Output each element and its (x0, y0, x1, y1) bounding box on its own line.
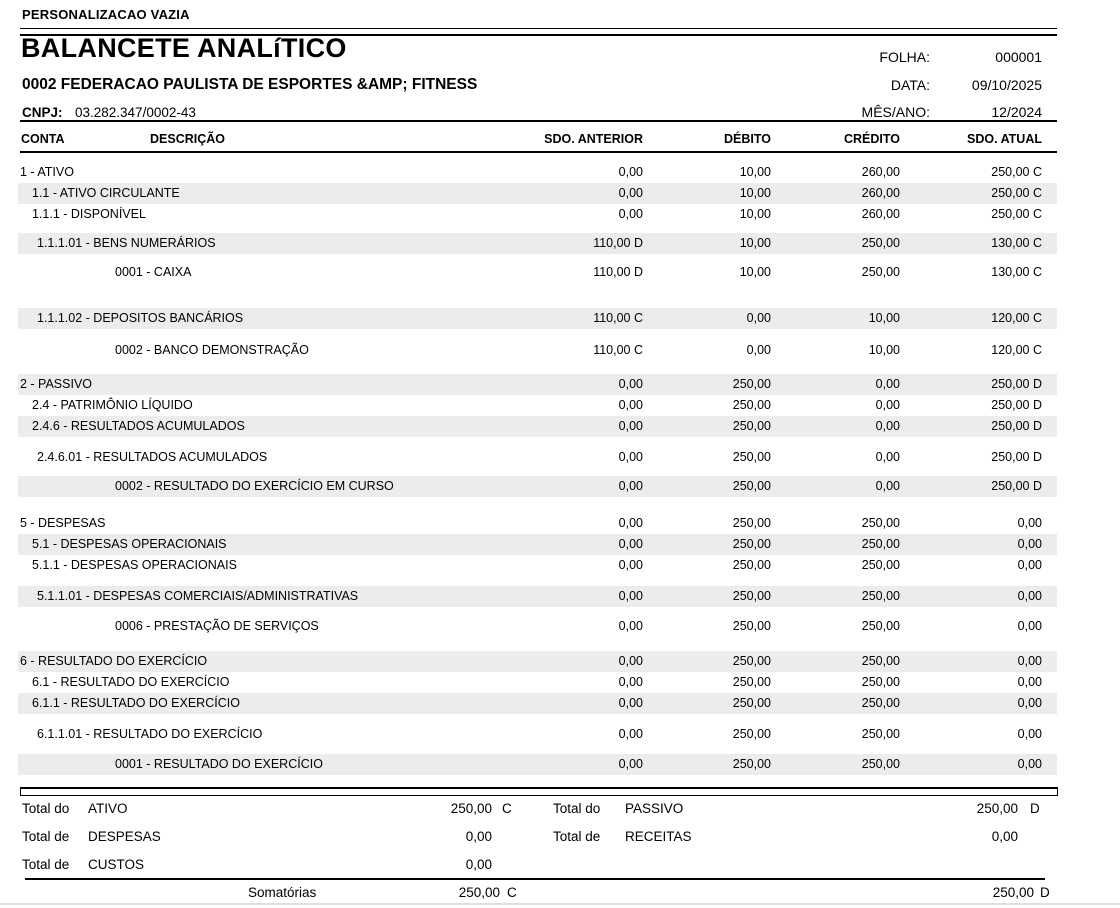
debito-value: 10,00 (739, 186, 771, 200)
totals-row-3 (0, 856, 1120, 873)
credito-value: 0,00 (875, 398, 900, 412)
table-row (0, 395, 1120, 416)
divider-above-somatorias (25, 878, 1045, 880)
credito-value: 260,00 (861, 207, 900, 221)
table-row (0, 555, 1120, 576)
header-sdo-anterior: SDO. ANTERIOR (544, 132, 643, 146)
sdo-anterior-value: 0,00 (618, 419, 643, 433)
sdo-atual-value: 250,00 D (991, 419, 1042, 433)
data-label: DATA: (890, 77, 930, 93)
somatorias-right-value: 250,00 (992, 885, 1034, 900)
sdo-anterior-value: 0,00 (618, 619, 643, 633)
account-label: 1 - ATIVO (20, 165, 74, 179)
debito-value: 250,00 (732, 537, 771, 551)
total-prefix: Total de (22, 829, 70, 844)
total-prefix: Total do (553, 801, 601, 816)
sdo-anterior-value: 0,00 (618, 654, 643, 668)
sdo-anterior-value: 0,00 (618, 377, 643, 391)
header-sdo-atual: SDO. ATUAL (967, 132, 1042, 146)
sdo-atual-value: 0,00 (1017, 619, 1042, 633)
somatorias-label: Somatórias (248, 885, 317, 900)
sdo-atual-value: 120,00 C (991, 311, 1042, 325)
debito-value: 10,00 (739, 165, 771, 179)
table-row (0, 586, 1120, 607)
sdo-atual-value: 250,00 D (991, 479, 1042, 493)
account-label: 5.1 - DESPESAS OPERACIONAIS (32, 537, 227, 551)
debito-value: 10,00 (739, 236, 771, 250)
somatorias-left-value: 250,00 (458, 885, 500, 900)
account-label: 0001 - RESULTADO DO EXERCÍCIO (115, 757, 323, 771)
mes-ano-label: MÊS/ANO: (861, 104, 930, 120)
table-row (0, 340, 1120, 361)
credito-value: 250,00 (861, 727, 900, 741)
credito-value: 250,00 (861, 558, 900, 572)
total-name: CUSTOS (88, 857, 145, 872)
credito-value: 0,00 (875, 419, 900, 433)
debito-value: 250,00 (732, 419, 771, 433)
sdo-atual-value: 0,00 (1017, 727, 1042, 741)
sdo-anterior-value: 0,00 (618, 675, 643, 689)
account-label: 0001 - CAIXA (115, 265, 192, 279)
account-label: 1.1.1.01 - BENS NUMERÁRIOS (37, 236, 216, 250)
debito-value: 250,00 (732, 479, 771, 493)
total-prefix: Total do (22, 801, 70, 816)
table-row (0, 374, 1120, 395)
somatorias-right-suffix: D (1040, 885, 1050, 900)
mes-ano-value: 12/2024 (991, 104, 1042, 120)
sdo-anterior-value: 0,00 (618, 516, 643, 530)
sdo-atual-value: 0,00 (1017, 757, 1042, 771)
credito-value: 250,00 (861, 265, 900, 279)
cnpj-value: 03.282.347/0002-43 (75, 105, 196, 120)
folha-label: FOLHA: (879, 49, 930, 65)
sdo-atual-value: 250,00 C (991, 186, 1042, 200)
account-label: 6.1 - RESULTADO DO EXERCÍCIO (32, 675, 230, 689)
sdo-atual-value: 120,00 C (991, 343, 1042, 357)
debito-value: 10,00 (739, 207, 771, 221)
credito-value: 260,00 (861, 186, 900, 200)
sdo-anterior-value: 0,00 (618, 186, 643, 200)
sdo-atual-value: 0,00 (1017, 537, 1042, 551)
sdo-atual-value: 250,00 C (991, 207, 1042, 221)
sdo-anterior-value: 110,00 D (593, 265, 643, 279)
total-value: 0,00 (465, 857, 492, 872)
total-name: PASSIVO (625, 801, 684, 816)
total-suffix: D (1030, 801, 1040, 816)
table-row (0, 447, 1120, 468)
row-shade-band (18, 374, 1057, 395)
account-label: 2.4.6.01 - RESULTADOS ACUMULADOS (37, 450, 268, 464)
debito-value: 250,00 (732, 654, 771, 668)
table-row (0, 162, 1120, 183)
table-row (0, 233, 1120, 254)
sdo-atual-value: 250,00 C (991, 165, 1042, 179)
sdo-anterior-value: 0,00 (618, 479, 643, 493)
table-row (0, 693, 1120, 714)
credito-value: 250,00 (861, 675, 900, 689)
sdo-atual-value: 250,00 D (991, 377, 1042, 391)
credito-value: 0,00 (875, 377, 900, 391)
header-descricao: DESCRIÇÃO (150, 132, 226, 146)
account-label: 5.1.1 - DESPESAS OPERACIONAIS (32, 558, 237, 572)
account-label: 0002 - RESULTADO DO EXERCÍCIO EM CURSO (115, 479, 394, 493)
table-row (0, 754, 1120, 775)
total-prefix: Total de (22, 857, 70, 872)
account-label: 6.1.1.01 - RESULTADO DO EXERCÍCIO (37, 727, 263, 741)
sdo-anterior-value: 0,00 (618, 558, 643, 572)
total-value: 250,00 (450, 801, 492, 816)
divider-below-headers (20, 151, 1057, 153)
credito-value: 250,00 (861, 236, 900, 250)
debito-value: 250,00 (732, 516, 771, 530)
debito-value: 0,00 (746, 311, 771, 325)
table-row (0, 183, 1120, 204)
sdo-atual-value: 250,00 D (991, 398, 1042, 412)
account-rows (0, 162, 1120, 775)
header-debito: DÉBITO (724, 132, 771, 146)
table-row (0, 672, 1120, 693)
credito-value: 250,00 (861, 516, 900, 530)
sdo-anterior-value: 0,00 (618, 696, 643, 710)
account-label: 2 - PASSIVO (20, 377, 93, 391)
credito-value: 250,00 (861, 696, 900, 710)
sdo-anterior-value: 0,00 (618, 398, 643, 412)
table-row (0, 534, 1120, 555)
sdo-atual-value: 0,00 (1017, 589, 1042, 603)
account-label: 1.1.1.02 - DEPOSITOS BANCÁRIOS (37, 311, 244, 325)
account-label: 5 - DESPESAS (20, 516, 106, 530)
debito-value: 250,00 (732, 757, 771, 771)
cnpj-label: CNPJ: (22, 105, 63, 120)
account-label: 5.1.1.01 - DESPESAS COMERCIAIS/ADMINISTRATIVAS (37, 589, 359, 603)
total-value: 250,00 (976, 801, 1018, 816)
sdo-atual-value: 0,00 (1017, 675, 1042, 689)
sdo-anterior-value: 0,00 (618, 207, 643, 221)
somatorias-left-suffix: C (507, 885, 517, 900)
table-row (0, 308, 1120, 329)
sdo-atual-value: 0,00 (1017, 696, 1042, 710)
table-row (0, 416, 1120, 437)
sdo-anterior-value: 110,00 C (593, 311, 643, 325)
credito-value: 10,00 (868, 311, 900, 325)
total-value: 0,00 (465, 829, 492, 844)
header-credito: CRÉDITO (843, 132, 900, 146)
account-label: 1.1 - ATIVO CIRCULANTE (32, 186, 180, 200)
debito-value: 250,00 (732, 377, 771, 391)
table-row (0, 651, 1120, 672)
divider-above-headers (20, 120, 1057, 122)
sdo-atual-value: 130,00 C (991, 265, 1042, 279)
debito-value: 250,00 (732, 450, 771, 464)
sdo-atual-value: 250,00 D (991, 450, 1042, 464)
company-name: 0002 FEDERACAO PAULISTA DE ESPORTES &AMP; FITNESS (22, 76, 478, 93)
total-name: RECEITAS (625, 829, 692, 844)
customization-title: PERSONALIZACAO VAZIA (22, 7, 190, 22)
data-value: 09/10/2025 (971, 77, 1042, 93)
total-name: DESPESAS (88, 829, 161, 844)
account-label: 0006 - PRESTAÇÃO DE SERVIÇOS (115, 619, 319, 633)
total-value: 0,00 (991, 829, 1018, 844)
somatorias-row (0, 884, 1120, 901)
credito-value: 260,00 (861, 165, 900, 179)
totals-double-rule (20, 787, 1058, 796)
account-label: 0002 - BANCO DEMONSTRAÇÃO (115, 343, 309, 357)
debito-value: 250,00 (732, 589, 771, 603)
total-name: ATIVO (88, 801, 128, 816)
debito-value: 250,00 (732, 398, 771, 412)
sdo-anterior-value: 0,00 (618, 757, 643, 771)
folha-value: 000001 (995, 49, 1042, 65)
account-label: 2.4.6 - RESULTADOS ACUMULADOS (32, 419, 245, 433)
account-label: 2.4 - PATRIMÔNIO LÍQUIDO (32, 398, 193, 412)
table-row (0, 513, 1120, 534)
sdo-anterior-value: 0,00 (618, 589, 643, 603)
credito-value: 10,00 (868, 343, 900, 357)
window-bottom-edge (0, 903, 1120, 905)
account-label: 1.1.1 - DISPONÍVEL (32, 207, 146, 221)
debito-value: 250,00 (732, 675, 771, 689)
credito-value: 250,00 (861, 654, 900, 668)
sdo-anterior-value: 0,00 (618, 450, 643, 464)
credito-value: 250,00 (861, 537, 900, 551)
account-label: 6.1.1 - RESULTADO DO EXERCÍCIO (32, 696, 240, 710)
debito-value: 250,00 (732, 696, 771, 710)
table-row (0, 476, 1120, 497)
total-suffix: C (502, 801, 512, 816)
totals-row-2 (0, 828, 1120, 845)
header-conta: CONTA (21, 132, 65, 146)
sdo-anterior-value: 110,00 C (593, 343, 643, 357)
debito-value: 0,00 (746, 343, 771, 357)
credito-value: 250,00 (861, 619, 900, 633)
sdo-atual-value: 0,00 (1017, 558, 1042, 572)
total-prefix: Total de (553, 829, 601, 844)
sdo-anterior-value: 0,00 (618, 727, 643, 741)
sdo-atual-value: 0,00 (1017, 516, 1042, 530)
credito-value: 250,00 (861, 589, 900, 603)
debito-value: 250,00 (732, 558, 771, 572)
sdo-anterior-value: 0,00 (618, 537, 643, 551)
account-label: 6 - RESULTADO DO EXERCÍCIO (20, 654, 208, 668)
table-row (0, 616, 1120, 637)
debito-value: 250,00 (732, 619, 771, 633)
sdo-atual-value: 0,00 (1017, 654, 1042, 668)
credito-value: 0,00 (875, 479, 900, 493)
table-row (0, 204, 1120, 225)
sdo-atual-value: 130,00 C (991, 236, 1042, 250)
debito-value: 10,00 (739, 265, 771, 279)
table-row (0, 262, 1120, 283)
totals-row-1 (0, 800, 1120, 817)
sdo-anterior-value: 110,00 D (593, 236, 643, 250)
report-title: BALANCETE ANALíTICO (21, 33, 347, 63)
credito-value: 250,00 (861, 757, 900, 771)
sdo-anterior-value: 0,00 (618, 165, 643, 179)
table-row (0, 724, 1120, 745)
credito-value: 0,00 (875, 450, 900, 464)
debito-value: 250,00 (732, 727, 771, 741)
